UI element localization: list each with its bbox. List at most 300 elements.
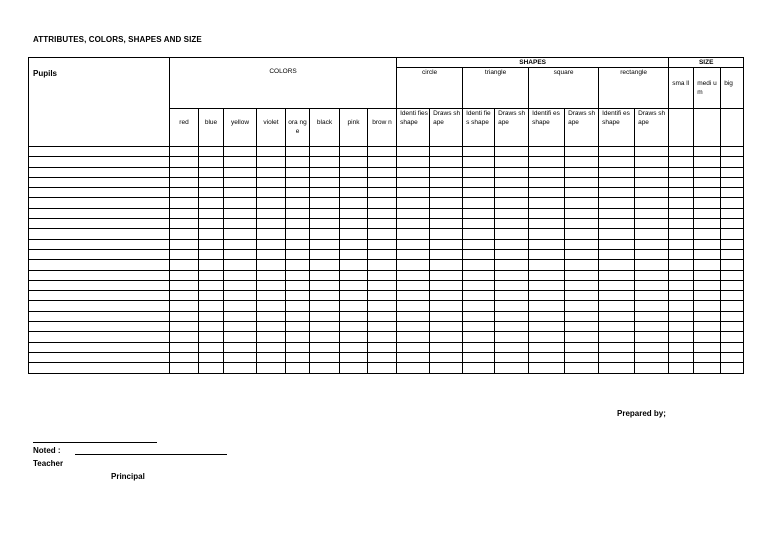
checkbox-cell: [529, 332, 565, 342]
checkbox-cell: [694, 322, 721, 332]
checkbox-cell: [340, 301, 368, 311]
checkbox-cell: [286, 270, 310, 280]
checkbox-cell: [694, 260, 721, 270]
checkbox-cell: [565, 342, 599, 352]
checkbox-cell: [694, 332, 721, 342]
checkbox-cell: [397, 198, 430, 208]
checkbox-cell: [257, 342, 286, 352]
checkbox-cell: [599, 352, 635, 362]
checkbox-cell: [257, 167, 286, 177]
checkbox-cell: [565, 157, 599, 167]
size-medium-header: medi um: [694, 68, 721, 109]
checkbox-cell: [310, 177, 340, 187]
pupil-name-cell: [29, 363, 170, 373]
checkbox-cell: [170, 352, 199, 362]
checkbox-cell: [669, 239, 694, 249]
checkbox-cell: [694, 239, 721, 249]
checkbox-cell: [286, 352, 310, 362]
checkbox-cell: [199, 157, 224, 167]
checkbox-cell: [463, 352, 495, 362]
checkbox-cell: [565, 229, 599, 239]
checkbox-cell: [599, 311, 635, 321]
checkbox-cell: [721, 239, 744, 249]
checkbox-cell: [199, 167, 224, 177]
checkbox-cell: [721, 229, 744, 239]
checkbox-cell: [635, 147, 669, 157]
checkbox-cell: [694, 352, 721, 362]
checkbox-cell: [397, 342, 430, 352]
checkbox-cell: [340, 311, 368, 321]
checkbox-cell: [368, 280, 397, 290]
checkbox-cell: [635, 157, 669, 167]
checkbox-cell: [721, 208, 744, 218]
triangle-draws: Draws shape: [495, 109, 529, 147]
size-big-header: big: [721, 68, 744, 109]
checkbox-cell: [599, 198, 635, 208]
checkbox-cell: [565, 260, 599, 270]
checkbox-cell: [565, 198, 599, 208]
checkbox-cell: [463, 322, 495, 332]
checkbox-cell: [310, 352, 340, 362]
checkbox-cell: [599, 249, 635, 259]
checkbox-cell: [340, 229, 368, 239]
checkbox-cell: [599, 147, 635, 157]
checkbox-cell: [286, 147, 310, 157]
checkbox-cell: [224, 280, 257, 290]
checkbox-cell: [199, 198, 224, 208]
checkbox-cell: [286, 198, 310, 208]
checkbox-cell: [669, 322, 694, 332]
checkbox-cell: [635, 322, 669, 332]
colors-header: COLORS: [170, 58, 397, 109]
checkbox-cell: [669, 208, 694, 218]
checkbox-cell: [170, 177, 199, 187]
checkbox-cell: [368, 352, 397, 362]
checkbox-cell: [463, 188, 495, 198]
principal-label: Principal: [111, 472, 145, 481]
pupil-name-cell: [29, 167, 170, 177]
checkbox-cell: [170, 157, 199, 167]
checkbox-cell: [463, 177, 495, 187]
checkbox-cell: [340, 167, 368, 177]
checkbox-cell: [397, 239, 430, 249]
checkbox-cell: [669, 301, 694, 311]
checkbox-cell: [529, 322, 565, 332]
size-small-header: sma ll: [669, 68, 694, 109]
pupil-name-cell: [29, 239, 170, 249]
checkbox-cell: [463, 311, 495, 321]
shape-triangle-header: triangle: [463, 68, 529, 109]
checkbox-cell: [599, 270, 635, 280]
checkbox-cell: [170, 239, 199, 249]
checkbox-cell: [669, 198, 694, 208]
color-brown: brow n: [368, 109, 397, 147]
checkbox-cell: [599, 260, 635, 270]
table-row: [29, 249, 744, 259]
checkbox-cell: [224, 291, 257, 301]
checkbox-cell: [495, 291, 529, 301]
checkbox-cell: [635, 332, 669, 342]
checkbox-cell: [430, 311, 463, 321]
checkbox-cell: [635, 239, 669, 249]
checkbox-cell: [495, 239, 529, 249]
checkbox-cell: [310, 301, 340, 311]
checkbox-cell: [635, 229, 669, 239]
checkbox-cell: [286, 332, 310, 342]
pupil-name-cell: [29, 332, 170, 342]
pupil-name-cell: [29, 301, 170, 311]
checkbox-cell: [257, 198, 286, 208]
noted-label: Noted :: [33, 446, 61, 455]
table-row: [29, 260, 744, 270]
shape-square-header: square: [529, 68, 599, 109]
checkbox-cell: [397, 208, 430, 218]
checkbox-cell: [495, 229, 529, 239]
checkbox-cell: [721, 198, 744, 208]
checkbox-cell: [495, 249, 529, 259]
checkbox-cell: [199, 177, 224, 187]
shape-rectangle-header: rectangle: [599, 68, 669, 109]
checkbox-cell: [694, 291, 721, 301]
checkbox-cell: [199, 260, 224, 270]
checkbox-cell: [495, 301, 529, 311]
checkbox-cell: [286, 363, 310, 373]
checkbox-cell: [170, 249, 199, 259]
checkbox-cell: [257, 352, 286, 362]
checkbox-cell: [463, 363, 495, 373]
checkbox-cell: [529, 147, 565, 157]
checkbox-cell: [310, 239, 340, 249]
checkbox-cell: [635, 280, 669, 290]
checkbox-cell: [463, 249, 495, 259]
checkbox-cell: [340, 332, 368, 342]
checkbox-cell: [286, 188, 310, 198]
checkbox-cell: [721, 147, 744, 157]
checkbox-cell: [495, 177, 529, 187]
checkbox-cell: [529, 157, 565, 167]
checkbox-cell: [669, 332, 694, 342]
table-row: [29, 311, 744, 321]
checkbox-cell: [635, 363, 669, 373]
checkbox-cell: [635, 177, 669, 187]
checkbox-cell: [599, 291, 635, 301]
table-row: [29, 332, 744, 342]
checkbox-cell: [694, 157, 721, 167]
checkbox-cell: [224, 177, 257, 187]
table-row: [29, 322, 744, 332]
checkbox-cell: [257, 208, 286, 218]
color-blue: blue: [199, 109, 224, 147]
checkbox-cell: [340, 249, 368, 259]
table-row: [29, 301, 744, 311]
checkbox-cell: [635, 219, 669, 229]
checkbox-cell: [529, 301, 565, 311]
checkbox-cell: [430, 239, 463, 249]
checkbox-cell: [170, 291, 199, 301]
pupil-name-cell: [29, 229, 170, 239]
checkbox-cell: [224, 198, 257, 208]
checkbox-cell: [310, 311, 340, 321]
checkbox-cell: [170, 322, 199, 332]
pupil-name-cell: [29, 260, 170, 270]
checkbox-cell: [310, 280, 340, 290]
checkbox-cell: [257, 147, 286, 157]
checkbox-cell: [340, 208, 368, 218]
triangle-identifies: Identi fies shape: [463, 109, 495, 147]
checkbox-cell: [599, 322, 635, 332]
checkbox-cell: [286, 229, 310, 239]
checkbox-cell: [310, 167, 340, 177]
principal-signature-line: [75, 454, 227, 455]
color-red: red: [170, 109, 199, 147]
checkbox-cell: [721, 188, 744, 198]
checkbox-cell: [599, 177, 635, 187]
checkbox-cell: [340, 322, 368, 332]
pupil-name-cell: [29, 147, 170, 157]
checkbox-cell: [224, 249, 257, 259]
checkbox-cell: [430, 332, 463, 342]
checkbox-cell: [694, 177, 721, 187]
checkbox-cell: [368, 270, 397, 280]
checkbox-cell: [721, 332, 744, 342]
checkbox-cell: [368, 291, 397, 301]
checkbox-cell: [669, 363, 694, 373]
checkbox-cell: [430, 301, 463, 311]
checkbox-cell: [397, 260, 430, 270]
checkbox-cell: [368, 208, 397, 218]
square-identifies: Identifi es shape: [529, 109, 565, 147]
checkbox-cell: [224, 363, 257, 373]
shapes-header: SHAPES: [397, 58, 669, 68]
checkbox-cell: [397, 177, 430, 187]
checkbox-cell: [463, 342, 495, 352]
square-draws: Draws shape: [565, 109, 599, 147]
pupil-name-cell: [29, 280, 170, 290]
checkbox-cell: [495, 147, 529, 157]
checkbox-cell: [565, 301, 599, 311]
checkbox-cell: [430, 177, 463, 187]
checkbox-cell: [529, 342, 565, 352]
pupils-header: Pupils: [29, 58, 170, 147]
teacher-signature-line: [33, 442, 157, 443]
checkbox-cell: [463, 167, 495, 177]
checkbox-cell: [340, 280, 368, 290]
checkbox-cell: [286, 301, 310, 311]
checkbox-cell: [224, 301, 257, 311]
checkbox-cell: [721, 270, 744, 280]
checkbox-cell: [397, 311, 430, 321]
checkbox-cell: [368, 260, 397, 270]
checkbox-cell: [565, 322, 599, 332]
table-row: [29, 363, 744, 373]
checkbox-cell: [310, 332, 340, 342]
checkbox-cell: [170, 198, 199, 208]
checkbox-cell: [257, 157, 286, 167]
checkbox-cell: [599, 332, 635, 342]
checkbox-cell: [565, 208, 599, 218]
checkbox-cell: [430, 198, 463, 208]
checkbox-cell: [224, 239, 257, 249]
checkbox-cell: [669, 280, 694, 290]
checkbox-cell: [199, 229, 224, 239]
checkbox-cell: [529, 352, 565, 362]
checkbox-cell: [669, 177, 694, 187]
checkbox-cell: [430, 208, 463, 218]
checkbox-cell: [495, 198, 529, 208]
checkbox-cell: [310, 342, 340, 352]
checkbox-cell: [669, 147, 694, 157]
checkbox-cell: [495, 280, 529, 290]
checkbox-cell: [257, 239, 286, 249]
checkbox-cell: [199, 301, 224, 311]
checkbox-cell: [495, 342, 529, 352]
checkbox-cell: [529, 177, 565, 187]
checkbox-cell: [199, 291, 224, 301]
checkbox-cell: [599, 280, 635, 290]
checkbox-cell: [721, 280, 744, 290]
checkbox-cell: [310, 208, 340, 218]
checkbox-cell: [224, 311, 257, 321]
checkbox-cell: [397, 322, 430, 332]
checkbox-cell: [286, 249, 310, 259]
checkbox-cell: [257, 219, 286, 229]
checkbox-cell: [286, 177, 310, 187]
checkbox-cell: [310, 147, 340, 157]
checkbox-cell: [340, 177, 368, 187]
checkbox-cell: [397, 147, 430, 157]
table-row: [29, 177, 744, 187]
color-orange: ora nge: [286, 109, 310, 147]
pupil-name-cell: [29, 249, 170, 259]
checkbox-cell: [170, 280, 199, 290]
pupil-name-cell: [29, 177, 170, 187]
color-black: black: [310, 109, 340, 147]
checkbox-cell: [694, 311, 721, 321]
checkbox-cell: [430, 167, 463, 177]
checkbox-cell: [430, 342, 463, 352]
checkbox-cell: [565, 311, 599, 321]
checkbox-cell: [529, 249, 565, 259]
checkbox-cell: [599, 229, 635, 239]
checkbox-cell: [495, 352, 529, 362]
checkbox-cell: [310, 198, 340, 208]
checkbox-cell: [224, 322, 257, 332]
checkbox-cell: [257, 229, 286, 239]
checkbox-cell: [286, 157, 310, 167]
checkbox-cell: [565, 177, 599, 187]
table-row: [29, 188, 744, 198]
checkbox-cell: [368, 249, 397, 259]
checkbox-cell: [224, 352, 257, 362]
checkbox-cell: [463, 332, 495, 342]
checkbox-cell: [224, 229, 257, 239]
checkbox-cell: [635, 198, 669, 208]
checkbox-cell: [170, 332, 199, 342]
checkbox-cell: [529, 291, 565, 301]
table-row: [29, 147, 744, 157]
checkbox-cell: [721, 219, 744, 229]
pupil-name-cell: [29, 311, 170, 321]
checkbox-cell: [286, 291, 310, 301]
checkbox-cell: [635, 188, 669, 198]
checkbox-cell: [430, 229, 463, 239]
checkbox-cell: [430, 280, 463, 290]
checkbox-cell: [694, 198, 721, 208]
circle-draws: Draws shape: [430, 109, 463, 147]
checkbox-cell: [599, 188, 635, 198]
checkbox-cell: [397, 352, 430, 362]
checkbox-cell: [257, 311, 286, 321]
checkbox-cell: [565, 147, 599, 157]
checkbox-cell: [224, 157, 257, 167]
checkbox-cell: [368, 167, 397, 177]
checkbox-cell: [565, 188, 599, 198]
checkbox-cell: [430, 249, 463, 259]
checkbox-cell: [397, 332, 430, 342]
checkbox-cell: [635, 301, 669, 311]
checkbox-cell: [694, 301, 721, 311]
checkbox-cell: [430, 188, 463, 198]
checkbox-cell: [170, 229, 199, 239]
teacher-label: Teacher: [33, 459, 64, 468]
checkbox-cell: [340, 198, 368, 208]
checkbox-cell: [599, 342, 635, 352]
pupil-name-cell: [29, 219, 170, 229]
checkbox-cell: [721, 167, 744, 177]
checkbox-cell: [495, 219, 529, 229]
checkbox-cell: [368, 342, 397, 352]
checkbox-cell: [669, 342, 694, 352]
checkbox-cell: [199, 239, 224, 249]
checkbox-cell: [430, 270, 463, 280]
checkbox-cell: [368, 157, 397, 167]
checkbox-cell: [199, 342, 224, 352]
checkbox-cell: [286, 208, 310, 218]
checkbox-cell: [340, 239, 368, 249]
assessment-table: [28, 57, 744, 374]
checkbox-cell: [463, 219, 495, 229]
checkbox-cell: [170, 167, 199, 177]
checkbox-cell: [694, 363, 721, 373]
checkbox-cell: [599, 208, 635, 218]
checkbox-cell: [368, 198, 397, 208]
checkbox-cell: [397, 249, 430, 259]
checkbox-cell: [397, 363, 430, 373]
checkbox-cell: [721, 249, 744, 259]
checkbox-cell: [565, 239, 599, 249]
checkbox-cell: [694, 342, 721, 352]
checkbox-cell: [170, 270, 199, 280]
table-row: [29, 157, 744, 167]
checkbox-cell: [397, 167, 430, 177]
checkbox-cell: [257, 260, 286, 270]
checkbox-cell: [199, 280, 224, 290]
checkbox-cell: [368, 332, 397, 342]
checkbox-cell: [224, 270, 257, 280]
checkbox-cell: [368, 239, 397, 249]
checkbox-cell: [565, 280, 599, 290]
checkbox-cell: [199, 147, 224, 157]
pupil-name-cell: [29, 157, 170, 167]
checkbox-cell: [224, 208, 257, 218]
checkbox-cell: [224, 219, 257, 229]
checkbox-cell: [199, 352, 224, 362]
document-title: ATTRIBUTES, COLORS, SHAPES AND SIZE: [33, 35, 202, 44]
checkbox-cell: [224, 147, 257, 157]
checkbox-cell: [463, 208, 495, 218]
checkbox-cell: [529, 229, 565, 239]
checkbox-cell: [463, 239, 495, 249]
